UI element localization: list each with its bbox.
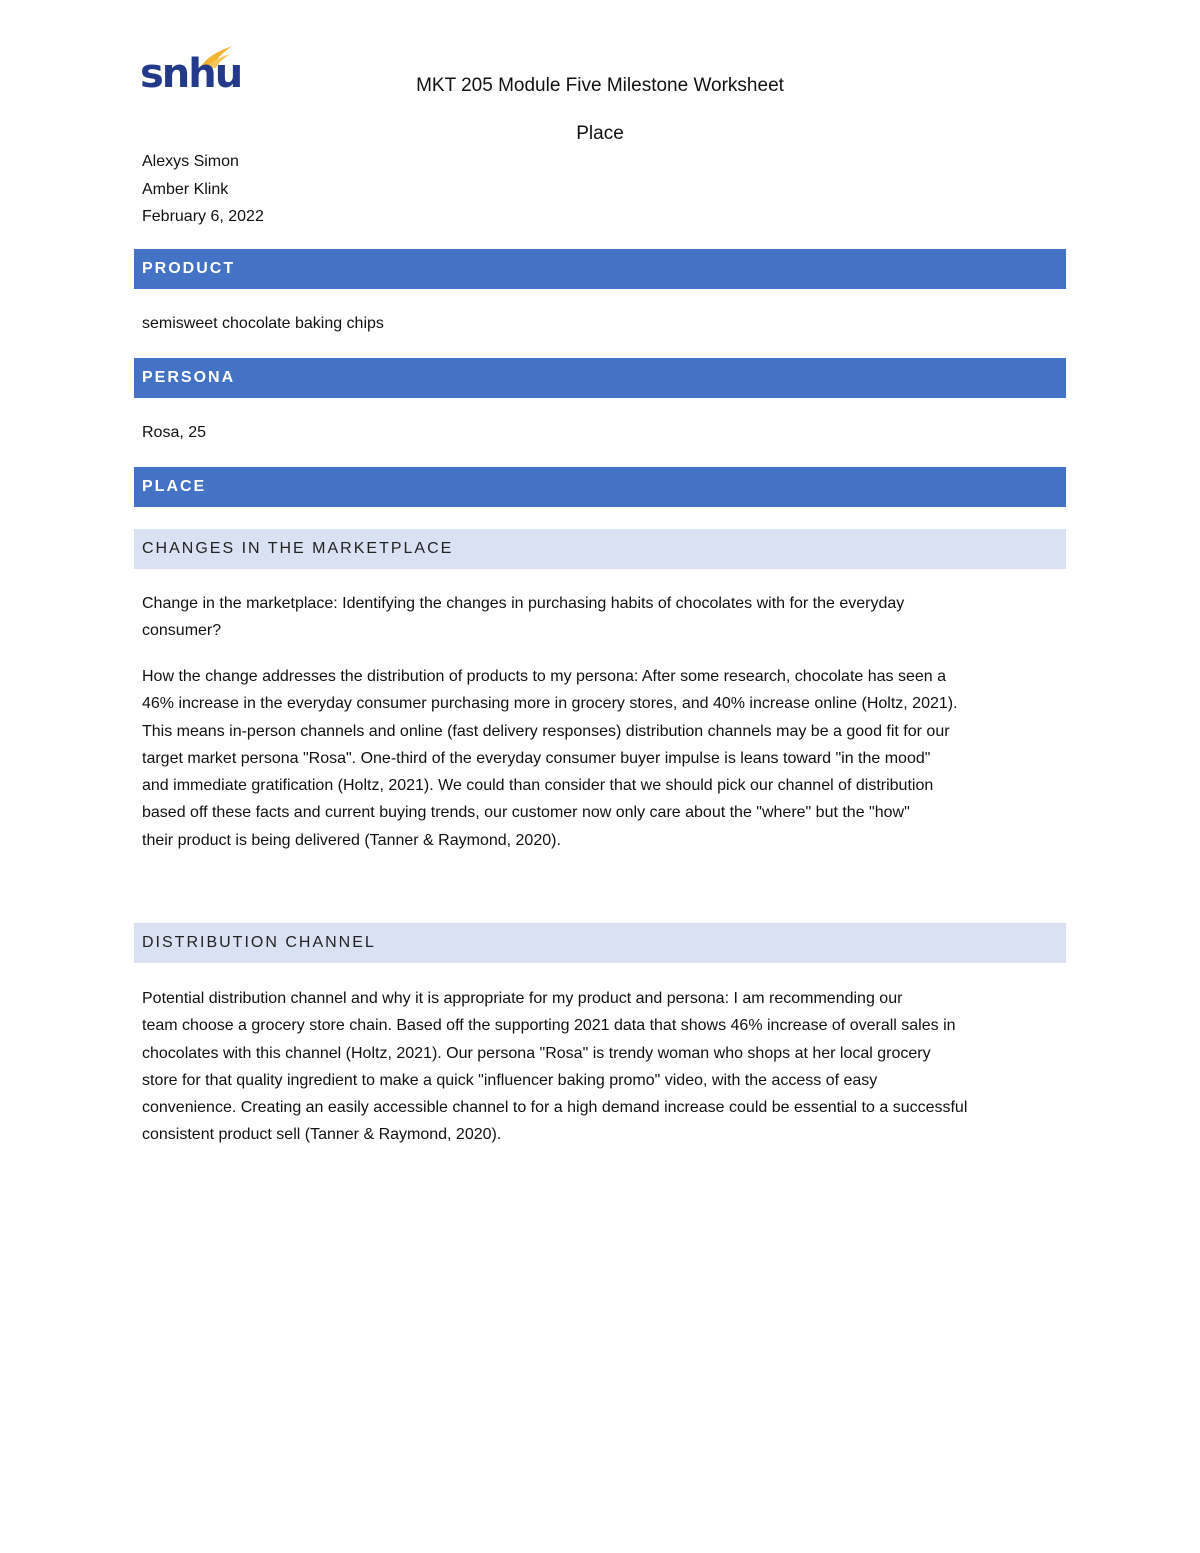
distribution-answer: [142, 985, 1062, 1149]
persona-value: Rosa, 25: [142, 424, 207, 441]
place-section-header: PLACE: [134, 467, 1066, 507]
date: February 6, 2022: [142, 208, 264, 225]
text-line: Potential distribution channel and why it is appropriate for my product and persona: I am recommending our: [142, 990, 903, 1007]
changes-question: [142, 590, 1062, 645]
changes-subsection-header: CHANGES IN THE MARKETPLACE: [134, 529, 1066, 569]
text-line: This means in-person channels and online (fast delivery responses) distribution channels may be a good fit for our: [142, 722, 950, 740]
text-line: Change in the marketplace: Identifying the changes in purchasing habits of chocolates with for the everyday: [142, 595, 905, 612]
product-section-header: PRODUCT: [134, 249, 1066, 289]
persona-section-header: PERSONA: [134, 358, 1066, 398]
author-name: Amber Klink: [142, 180, 229, 198]
text-line: based off these facts and current buying trends, our customer now only care about the "where" but the "how": [142, 804, 910, 822]
text-line: and immediate gratification (Holtz, 2021). We could than consider that we should pick our channel of distribution: [142, 777, 934, 795]
document-subtitle: Place: [576, 123, 624, 144]
text-line: consistent product sell (Tanner & Raymond, 2020).: [142, 1126, 502, 1144]
text-line: chocolates with this channel (Holtz, 2021). Our persona "Rosa" is trendy woman who shops at her local grocery: [142, 1044, 931, 1062]
changes-answer: [142, 663, 1062, 854]
author-name: Alexys Simon: [142, 153, 239, 170]
logo-wordmark: snhu: [140, 51, 242, 97]
product-value: semisweet chocolate baking chips: [142, 315, 384, 332]
text-line: store for that quality ingredient to make a quick "influencer baking promo" video, with the access of easy: [142, 1071, 878, 1089]
text-line: target market persona "Rosa". One-third of the everyday consumer buyer impulse is leans toward "in the mood": [142, 749, 931, 767]
text-line: their product is being delivered (Tanner & Raymond, 2020).: [142, 831, 561, 849]
text-line: team choose a grocery store chain. Based off the supporting 2021 data that shows 46% increase of overall sales in: [142, 1017, 956, 1035]
author-block: [142, 148, 264, 231]
text-line: consumer?: [142, 622, 222, 640]
text-line: convenience. Creating an easily accessible channel to for a high demand increase could be essential to a successful: [142, 1099, 968, 1117]
document-title: MKT 205 Module Five Milestone Worksheet: [416, 75, 784, 96]
text-line: 46% increase in the everyday consumer purchasing more in grocery stores, and 40% increase online (Holtz, 2021).: [142, 695, 958, 713]
text-line: How the change addresses the distribution of products to my persona: After some research, chocolate has seen a: [142, 668, 947, 685]
distribution-subsection-header: DISTRIBUTION CHANNEL: [134, 923, 1066, 963]
